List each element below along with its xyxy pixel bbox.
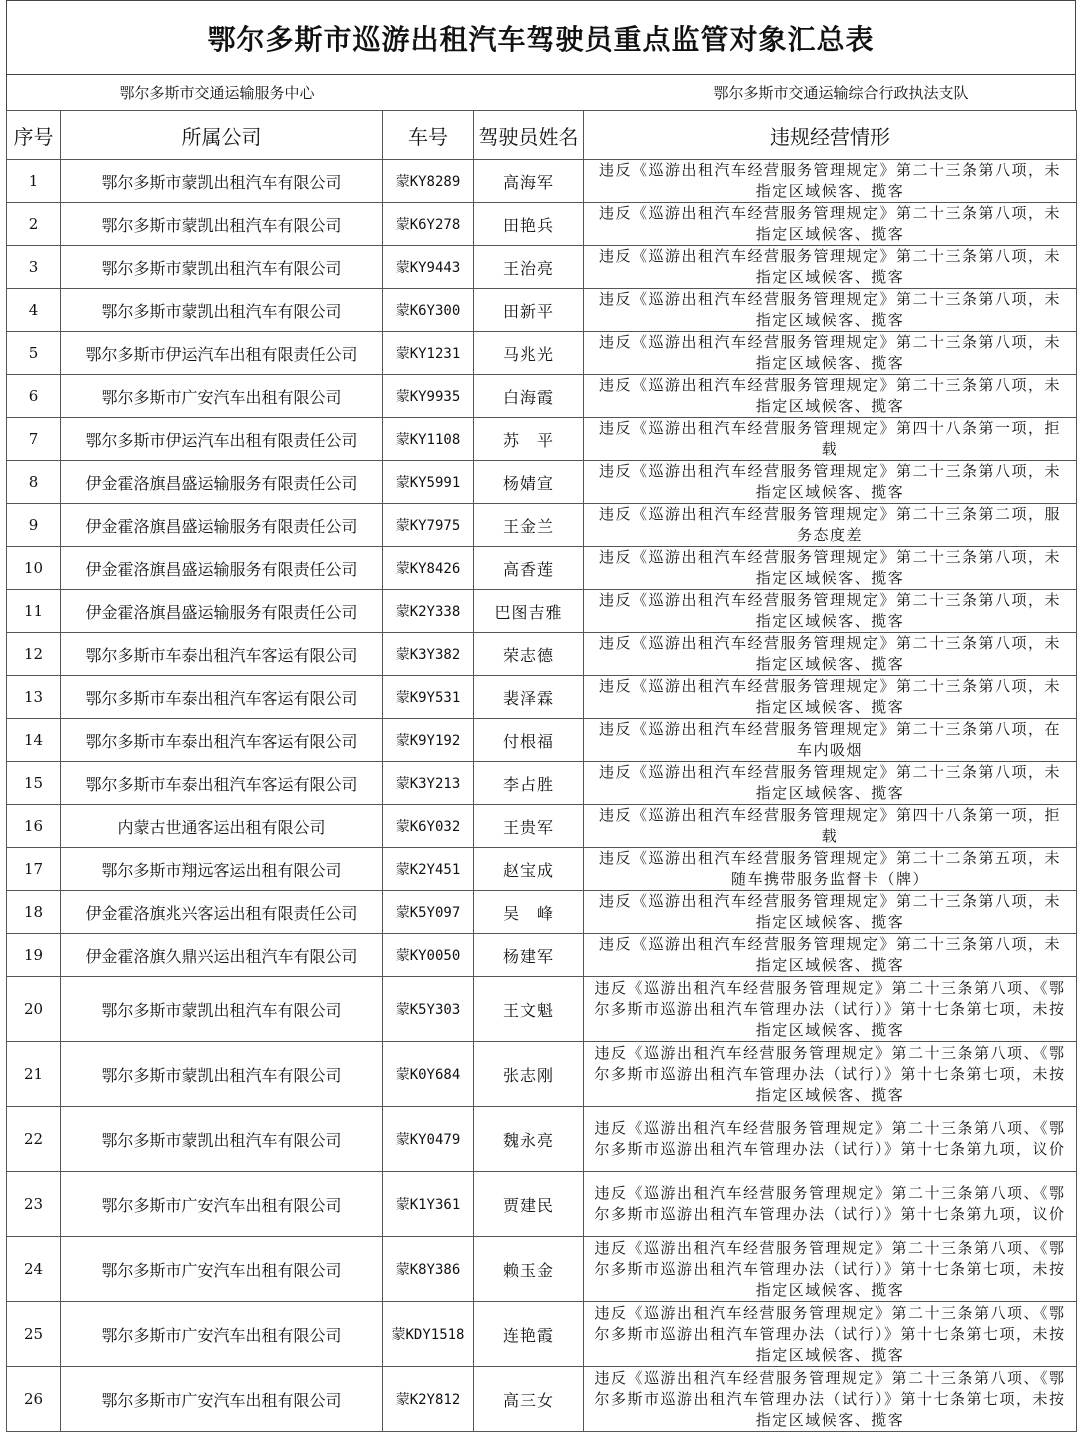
cell-company: 鄂尔多斯市广安汽车出租有限公司	[61, 1237, 383, 1302]
table-row	[7, 977, 1077, 1042]
cell-driver: 赖玉金	[474, 1237, 584, 1302]
cell-violation: 违反《巡游出租汽车经营服务管理规定》第四十八条第一项，拒载	[584, 805, 1077, 848]
cell-plate: 蒙K6Y032	[383, 805, 474, 848]
cell-violation: 违反《巡游出租汽车经营服务管理规定》第二十三条第八项，未指定区域候客、揽客	[584, 590, 1077, 633]
cell-driver: 王文魁	[474, 977, 584, 1042]
cell-plate: 蒙KY9935	[383, 375, 474, 418]
cell-seq: 16	[7, 805, 61, 848]
cell-seq: 2	[7, 203, 61, 246]
cell-company: 鄂尔多斯市蒙凯出租汽车有限公司	[61, 160, 383, 203]
cell-driver: 王治亮	[474, 246, 584, 289]
cell-driver: 白海霞	[474, 375, 584, 418]
table-row	[7, 504, 1077, 547]
cell-seq: 6	[7, 375, 61, 418]
col-header-driver: 驾驶员姓名	[474, 111, 584, 160]
cell-driver: 魏永亮	[474, 1107, 584, 1172]
cell-violation: 违反《巡游出租汽车经营服务管理规定》第二十三条第八项、《鄂尔多斯市巡游出租汽车管理办法（试行）》第十七条第七项，未按指定区域候客、揽客	[584, 1302, 1077, 1367]
cell-plate: 蒙KY9443	[383, 246, 474, 289]
cell-company: 伊金霍洛旗兆兴客运出租有限责任公司	[61, 891, 383, 934]
cell-seq: 18	[7, 891, 61, 934]
cell-violation: 违反《巡游出租汽车经营服务管理规定》第二十二条第五项，未随车携带服务监督卡（牌）	[584, 848, 1077, 891]
cell-driver: 裴泽霖	[474, 676, 584, 719]
cell-company: 鄂尔多斯市蒙凯出租汽车有限公司	[61, 246, 383, 289]
cell-plate: 蒙KY7975	[383, 504, 474, 547]
cell-plate: 蒙K6Y278	[383, 203, 474, 246]
col-header-plate: 车号	[383, 111, 474, 160]
cell-plate: 蒙K2Y812	[383, 1367, 474, 1432]
table-row	[7, 891, 1077, 934]
table-row	[7, 848, 1077, 891]
cell-violation: 违反《巡游出租汽车经营服务管理规定》第二十三条第八项、《鄂尔多斯市巡游出租汽车管理办法（试行）》第十七条第七项，未按指定区域候客、揽客	[584, 1367, 1077, 1432]
table-row	[7, 676, 1077, 719]
cell-plate: 蒙KY8289	[383, 160, 474, 203]
cell-plate: 蒙K6Y300	[383, 289, 474, 332]
table-row	[7, 1042, 1077, 1107]
cell-driver: 高三女	[474, 1367, 584, 1432]
cell-seq: 13	[7, 676, 61, 719]
cell-company: 伊金霍洛旗久鼎兴运出租汽车有限公司	[61, 934, 383, 977]
cell-company: 鄂尔多斯市蒙凯出租汽车有限公司	[61, 1042, 383, 1107]
cell-violation: 违反《巡游出租汽车经营服务管理规定》第二十三条第八项、《鄂尔多斯市巡游出租汽车管理办法（试行）》第十七条第九项，议价	[584, 1172, 1077, 1237]
cell-plate: 蒙KY1231	[383, 332, 474, 375]
table-row	[7, 934, 1077, 977]
cell-driver: 杨婧宣	[474, 461, 584, 504]
cell-violation: 违反《巡游出租汽车经营服务管理规定》第二十三条第八项，未指定区域候客、揽客	[584, 547, 1077, 590]
col-header-violation: 违规经营情形	[584, 111, 1077, 160]
table-body	[7, 160, 1077, 1432]
cell-violation: 违反《巡游出租汽车经营服务管理规定》第二十三条第八项、《鄂尔多斯市巡游出租汽车管理办法（试行）》第十七条第七项，未按指定区域候客、揽客	[584, 1237, 1077, 1302]
cell-violation: 违反《巡游出租汽车经营服务管理规定》第二十三条第八项、《鄂尔多斯市巡游出租汽车管理办法（试行）》第十七条第七项，未按指定区域候客、揽客	[584, 977, 1077, 1042]
cell-company: 鄂尔多斯市车泰出租汽车客运有限公司	[61, 633, 383, 676]
cell-seq: 7	[7, 418, 61, 461]
cell-company: 鄂尔多斯市车泰出租汽车客运有限公司	[61, 762, 383, 805]
table-row	[7, 418, 1077, 461]
cell-company: 鄂尔多斯市广安汽车出租有限公司	[61, 1302, 383, 1367]
table-row	[7, 375, 1077, 418]
cell-driver: 荣志德	[474, 633, 584, 676]
cell-company: 鄂尔多斯市蒙凯出租汽车有限公司	[61, 289, 383, 332]
table-row	[7, 633, 1077, 676]
cell-seq: 5	[7, 332, 61, 375]
cell-plate: 蒙K5Y303	[383, 977, 474, 1042]
cell-violation: 违反《巡游出租汽车经营服务管理规定》第二十三条第八项，未指定区域候客、揽客	[584, 375, 1077, 418]
table-row	[7, 1172, 1077, 1237]
cell-plate: 蒙K3Y213	[383, 762, 474, 805]
cell-seq: 12	[7, 633, 61, 676]
cell-seq: 9	[7, 504, 61, 547]
cell-company: 鄂尔多斯市蒙凯出租汽车有限公司	[61, 977, 383, 1042]
col-header-company: 所属公司	[61, 111, 383, 160]
cell-violation: 违反《巡游出租汽车经营服务管理规定》第二十三条第八项，未指定区域候客、揽客	[584, 160, 1077, 203]
cell-plate: 蒙K8Y386	[383, 1237, 474, 1302]
cell-violation: 违反《巡游出租汽车经营服务管理规定》第二十三条第八项，未指定区域候客、揽客	[584, 289, 1077, 332]
cell-company: 鄂尔多斯市蒙凯出租汽车有限公司	[61, 1107, 383, 1172]
cell-company: 伊金霍洛旗昌盛运输服务有限责任公司	[61, 547, 383, 590]
cell-company: 伊金霍洛旗昌盛运输服务有限责任公司	[61, 461, 383, 504]
cell-seq: 11	[7, 590, 61, 633]
cell-seq: 22	[7, 1107, 61, 1172]
cell-driver: 杨建军	[474, 934, 584, 977]
table-row	[7, 1107, 1077, 1172]
cell-driver: 田新平	[474, 289, 584, 332]
cell-violation: 违反《巡游出租汽车经营服务管理规定》第二十三条第八项，在车内吸烟	[584, 719, 1077, 762]
cell-driver: 付根福	[474, 719, 584, 762]
cell-plate: 蒙K3Y382	[383, 633, 474, 676]
cell-plate: 蒙K2Y451	[383, 848, 474, 891]
table-row	[7, 547, 1077, 590]
cell-violation: 违反《巡游出租汽车经营服务管理规定》第二十三条第八项，未指定区域候客、揽客	[584, 203, 1077, 246]
cell-company: 鄂尔多斯市翔远客运出租有限公司	[61, 848, 383, 891]
cell-company: 鄂尔多斯市伊运汽车出租有限责任公司	[61, 332, 383, 375]
table-header-row	[7, 111, 1077, 160]
cell-seq: 4	[7, 289, 61, 332]
cell-driver: 赵宝成	[474, 848, 584, 891]
table-row	[7, 590, 1077, 633]
cell-company: 鄂尔多斯市广安汽车出租有限公司	[61, 1367, 383, 1432]
cell-driver: 高海军	[474, 160, 584, 203]
cell-seq: 19	[7, 934, 61, 977]
cell-seq: 24	[7, 1237, 61, 1302]
cell-violation: 违反《巡游出租汽车经营服务管理规定》第二十三条第八项，未指定区域候客、揽客	[584, 332, 1077, 375]
cell-plate: 蒙KY5991	[383, 461, 474, 504]
cell-seq: 15	[7, 762, 61, 805]
subheader-right: 鄂尔多斯市交通运输综合行政执法支队	[713, 84, 969, 102]
cell-company: 内蒙古世通客运出租有限公司	[61, 805, 383, 848]
cell-company: 鄂尔多斯市车泰出租汽车客运有限公司	[61, 676, 383, 719]
table-row	[7, 246, 1077, 289]
table-row	[7, 203, 1077, 246]
cell-plate: 蒙K9Y192	[383, 719, 474, 762]
cell-plate: 蒙KY0479	[383, 1107, 474, 1172]
cell-violation: 违反《巡游出租汽车经营服务管理规定》第二十三条第八项，未指定区域候客、揽客	[584, 762, 1077, 805]
cell-violation: 违反《巡游出租汽车经营服务管理规定》第四十八条第一项，拒载	[584, 418, 1077, 461]
cell-plate: 蒙KY8426	[383, 547, 474, 590]
cell-company: 鄂尔多斯市车泰出租汽车客运有限公司	[61, 719, 383, 762]
cell-driver: 贾建民	[474, 1172, 584, 1237]
cell-violation: 违反《巡游出租汽车经营服务管理规定》第二十三条第八项，未指定区域候客、揽客	[584, 676, 1077, 719]
cell-seq: 17	[7, 848, 61, 891]
cell-company: 鄂尔多斯市蒙凯出租汽车有限公司	[61, 203, 383, 246]
subheader-row	[6, 74, 1076, 110]
table-row	[7, 762, 1077, 805]
cell-seq: 25	[7, 1302, 61, 1367]
cell-seq: 3	[7, 246, 61, 289]
table-row	[7, 160, 1077, 203]
cell-driver: 连艳霞	[474, 1302, 584, 1367]
table-row	[7, 719, 1077, 762]
summary-sheet	[6, 0, 1076, 1449]
cell-seq: 1	[7, 160, 61, 203]
cell-violation: 违反《巡游出租汽车经营服务管理规定》第二十三条第八项、《鄂尔多斯市巡游出租汽车管理办法（试行）》第十七条第九项，议价	[584, 1107, 1077, 1172]
cell-seq: 21	[7, 1042, 61, 1107]
cell-seq: 8	[7, 461, 61, 504]
cell-seq: 14	[7, 719, 61, 762]
cell-violation: 违反《巡游出租汽车经营服务管理规定》第二十三条第二项，服务态度差	[584, 504, 1077, 547]
cell-seq: 23	[7, 1172, 61, 1237]
cell-plate: 蒙K9Y531	[383, 676, 474, 719]
page-title: 鄂尔多斯市巡游出租汽车驾驶员重点监管对象汇总表	[6, 0, 1076, 74]
cell-violation: 违反《巡游出租汽车经营服务管理规定》第二十三条第八项，未指定区域候客、揽客	[584, 891, 1077, 934]
table-row	[7, 1302, 1077, 1367]
table-row	[7, 1367, 1077, 1432]
table-row	[7, 805, 1077, 848]
subheader-left: 鄂尔多斯市交通运输服务中心	[119, 84, 315, 102]
cell-driver: 王贵军	[474, 805, 584, 848]
table-row	[7, 289, 1077, 332]
cell-driver: 吴 峰	[474, 891, 584, 934]
cell-plate: 蒙K5Y097	[383, 891, 474, 934]
cell-company: 鄂尔多斯市广安汽车出租有限公司	[61, 1172, 383, 1237]
cell-driver: 马兆光	[474, 332, 584, 375]
cell-seq: 10	[7, 547, 61, 590]
cell-plate: 蒙K0Y684	[383, 1042, 474, 1107]
cell-company: 伊金霍洛旗昌盛运输服务有限责任公司	[61, 590, 383, 633]
cell-driver: 高香莲	[474, 547, 584, 590]
cell-violation: 违反《巡游出租汽车经营服务管理规定》第二十三条第八项，未指定区域候客、揽客	[584, 461, 1077, 504]
table-row	[7, 461, 1077, 504]
cell-plate: 蒙KY0050	[383, 934, 474, 977]
cell-seq: 20	[7, 977, 61, 1042]
cell-seq: 26	[7, 1367, 61, 1432]
cell-company: 伊金霍洛旗昌盛运输服务有限责任公司	[61, 504, 383, 547]
cell-plate: 蒙K1Y361	[383, 1172, 474, 1237]
cell-violation: 违反《巡游出租汽车经营服务管理规定》第二十三条第八项，未指定区域候客、揽客	[584, 934, 1077, 977]
cell-company: 鄂尔多斯市伊运汽车出租有限责任公司	[61, 418, 383, 461]
table-row	[7, 332, 1077, 375]
cell-company: 鄂尔多斯市广安汽车出租有限公司	[61, 375, 383, 418]
cell-driver: 张志刚	[474, 1042, 584, 1107]
supervision-table	[6, 110, 1077, 1432]
cell-plate: 蒙K2Y338	[383, 590, 474, 633]
cell-violation: 违反《巡游出租汽车经营服务管理规定》第二十三条第八项、《鄂尔多斯市巡游出租汽车管理办法（试行）》第十七条第七项，未按指定区域候客、揽客	[584, 1042, 1077, 1107]
cell-driver: 巴图吉雅	[474, 590, 584, 633]
cell-driver: 田艳兵	[474, 203, 584, 246]
cell-plate: 蒙KDY1518	[383, 1302, 474, 1367]
cell-driver: 王金兰	[474, 504, 584, 547]
cell-driver: 苏 平	[474, 418, 584, 461]
cell-driver: 李占胜	[474, 762, 584, 805]
cell-violation: 违反《巡游出租汽车经营服务管理规定》第二十三条第八项，未指定区域候客、揽客	[584, 633, 1077, 676]
table-row	[7, 1237, 1077, 1302]
col-header-seq: 序号	[7, 111, 61, 160]
cell-violation: 违反《巡游出租汽车经营服务管理规定》第二十三条第八项，未指定区域候客、揽客	[584, 246, 1077, 289]
cell-plate: 蒙KY1108	[383, 418, 474, 461]
